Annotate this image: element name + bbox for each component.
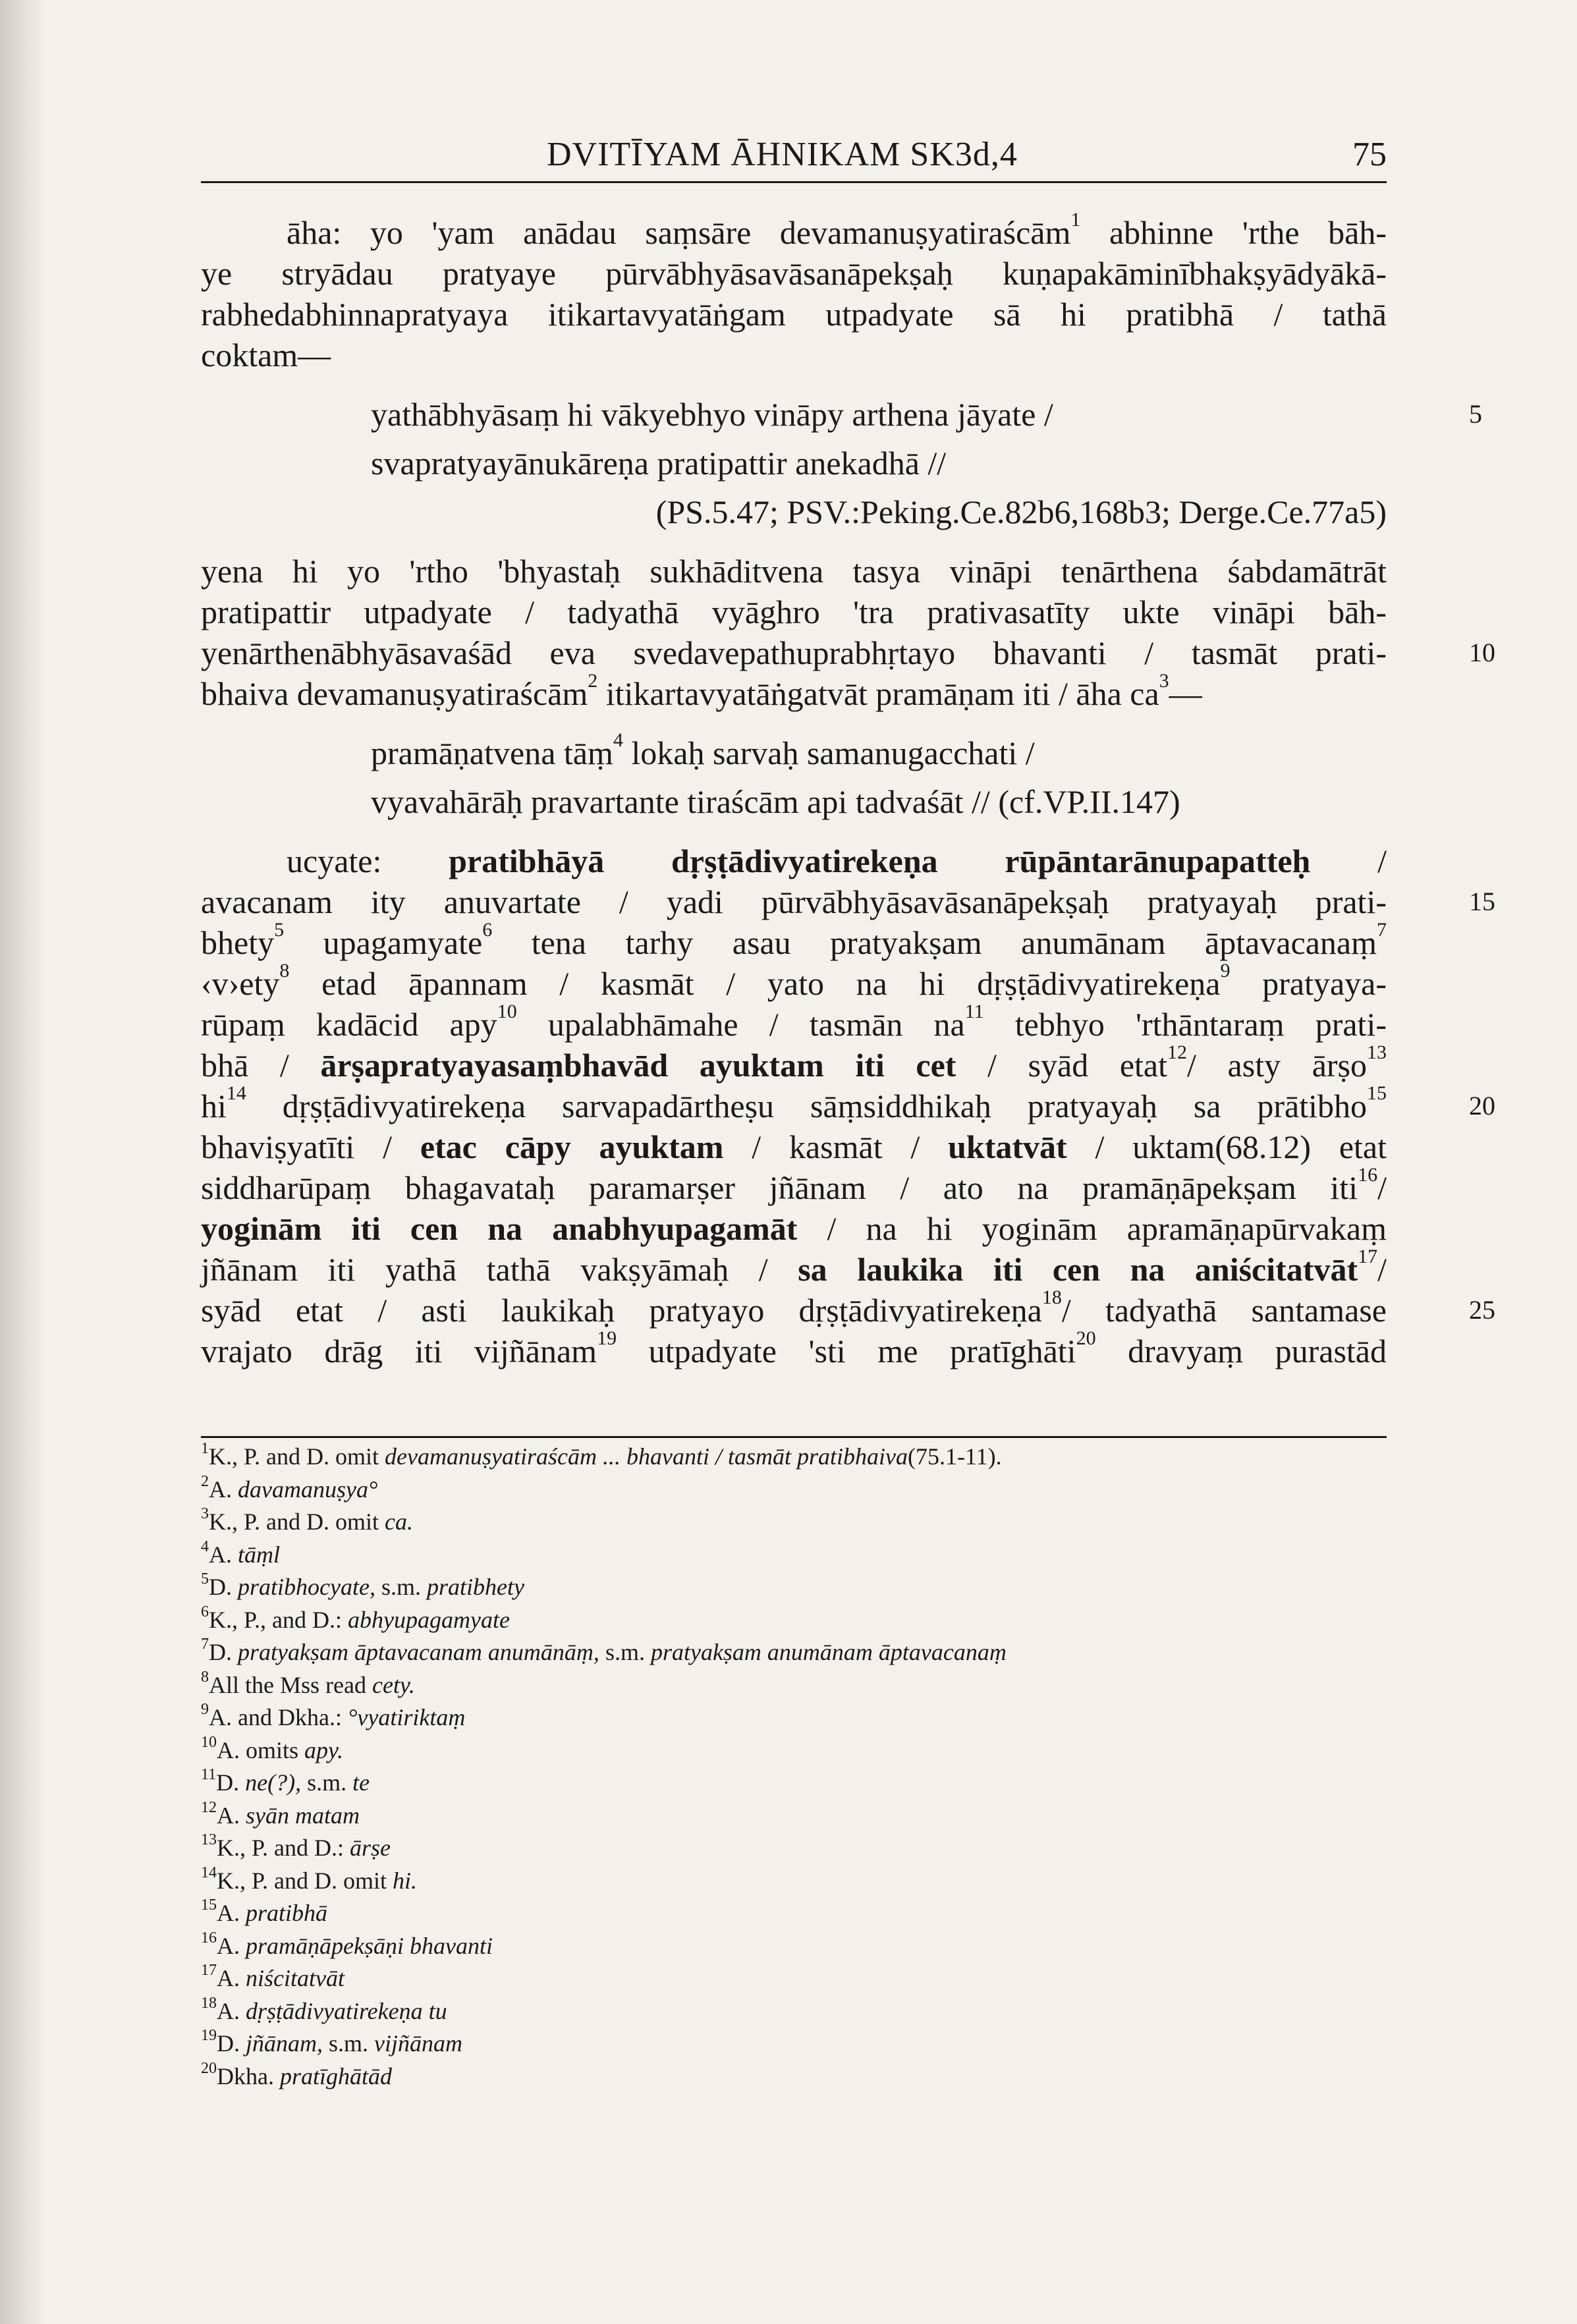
- footnote: $^{20}$Dkha. pratīghātād: [201, 2059, 392, 2089]
- footnote: $^{14}$K., P. and D. omit hi.: [201, 1864, 418, 1894]
- text-line: syād etat / asti laukikaḥ pratyayo dṛṣṭādivyatirekeṇa$^{18}$/ tadyathā santamase 25: [201, 1290, 1387, 1331]
- running-title: DVITĪYAM ĀHNIKAM SK3d,4: [547, 136, 1018, 173]
- text-line: bhaiva devamanuṣyatiraścām$^2$ itikartavyatāṅgatvāt pramāṇam iti / āha $ca^3—$: [201, 670, 1202, 712]
- footnote: $^8$All the Mss read cety.: [201, 1668, 415, 1698]
- text-line: ucyate: pratibhāyā dṛṣṭādivyatirekeṇa rūpāntarānupapatteḥ /: [287, 843, 1387, 879]
- page-number: 75: [1352, 136, 1387, 173]
- verse-citation: (PS.5.47; PSV.:Peking.Ce.82b6,168b3; Derge.Ce.77a5): [655, 493, 1387, 530]
- footnote: $^{10}$A. omits apy.: [201, 1733, 344, 1763]
- footnote: $^{11}$D. ne(?), s.m. te: [201, 1766, 370, 1796]
- text-line: yena hi yo 'rtho 'bhyastaḥ sukhāditvena tasya vināpi tenārthena śabdamātrāt: [201, 553, 1387, 590]
- footnote: $^{12}$A. syān matam: [201, 1798, 360, 1829]
- text-line: ‹v›ety$^8$ etad āpannam / kasmāt / yato na hi dṛṣṭādivyatirekeṇa$^9$ pratyaya-: [201, 960, 1387, 1002]
- text-line: bhaviṣyatīti / etac cāpy ayuktam / kasmāt / uktatvāt / uktam(68.12) etat: [201, 1128, 1387, 1165]
- footnote: $^{15}$A. pratibhā: [201, 1896, 328, 1926]
- verse-line: pramāṇatvena tāṃ$^4$ lokaḥ sarvaḥ samanugacchati /: [371, 729, 1035, 771]
- footnote: $^1$K., P. and D. omit devamanuṣyatiraścām ... bhavanti / tasmāt pratibhaiva(75.1-11).: [201, 1440, 1002, 1470]
- text-line: avacanam ity anuvartate / yadi pūrvābhyāsavāsanāpekṣaḥ pratyayaḥ prati- 15: [201, 881, 1387, 922]
- footnote: $^5$D. pratibhocyate, s.m. pratibhety: [201, 1570, 524, 1600]
- text-line: pratipattir utpadyate / tadyathā vyāghro 'tra prativasatīty ukte vināpi bāh-: [201, 594, 1387, 630]
- footnote: $^{19}$D. jñānam, s.m. vijñānam: [201, 2027, 462, 2057]
- footnote: $^{18}$A. dṛṣṭādivyatirekeṇa tu: [201, 1994, 447, 2024]
- text-line: rūpaṃ kadācid apy$^{10}$ upalabhāmahe / tasmān $na^{11}$ tebhyo 'rthāntaraṃ prati-: [201, 1001, 1387, 1043]
- page-header: [201, 135, 1387, 183]
- footnote: $^{16}$A. pramāṇāpekṣāṇi bhavanti: [201, 1929, 493, 1959]
- footnote: $^6$K., P., and D.: abhyupagamyate: [201, 1603, 510, 1633]
- main-text: [201, 209, 1495, 1371]
- text-line: āha: yo 'yam anādau saṃsāre devamanuṣyatiraścām$^1$ abhinne 'rthe bāh-: [287, 209, 1387, 251]
- verse-line: svapratyayānukāreṇa pratipattir anekadhā //: [371, 445, 947, 482]
- text-line: yoginām iti cen na anabhyupagamāt / na hi yoginām apramāṇapūrvakaṃ: [201, 1210, 1387, 1247]
- verse-line: vyavahārāḥ pravartante tiraścām api tadvaśāt // (cf.VP.II.147): [371, 783, 1180, 820]
- line-number: 10: [1469, 638, 1495, 667]
- text-line: jñānam iti yathā tathā vakṣyāmaḥ / sa laukika iti cen na aniścitatvāt$^{17}$/: [201, 1246, 1387, 1288]
- text-line: vrajato drāg iti vijñānam$^{19}$ utpadyate 'sti me pratīghāti$^{20}$ dravyaṃ purastād: [201, 1327, 1387, 1370]
- footnote: $^{17}$A. niścitatvāt: [201, 1962, 345, 1991]
- footnote: $^3$K., P. and D. omit ca.: [201, 1505, 413, 1535]
- text-line: bhā / ārṣapratyayasaṃbhavād ayuktam iti cet / syād etat$^{12}$/ asty ārṣo$^{13}$: [201, 1041, 1387, 1084]
- text-line: $hi^{14}$ dṛṣṭādivyatirekeṇa sarvapadārtheṣu sāṃsiddhikaḥ pratyayaḥ sa prātibho$^{15}$ 20: [201, 1086, 1387, 1126]
- text-line: ye stryādau pratyaye pūrvābhyāsavāsanāpekṣaḥ kuṇapakāminībhakṣyādyākā-: [201, 255, 1387, 292]
- footnote: $^7$D. pratyakṣam āptavacanam anumānāṃ, s.m. pratyakṣam anumānam āptavacanaṃ: [201, 1636, 1007, 1665]
- footnote: $^2$A. davamanuṣya°: [201, 1472, 378, 1503]
- line-number: 25: [1469, 1295, 1495, 1325]
- footnote: $^4$A. tāṃl: [201, 1537, 281, 1568]
- text-line: bhety$^5$ upagamyate$^6$ tena tarhy asau pratyakṣam anumānam āptavacanaṃ$^7$: [201, 919, 1387, 961]
- text-line: siddharūpaṃ bhagavataḥ paramarṣer jñānam / ato na pramāṇāpekṣam iti$^{16}$/: [201, 1164, 1387, 1206]
- footnote: $^{13}$K., P. and D.: ārṣe: [201, 1831, 391, 1861]
- line-number: 20: [1469, 1091, 1495, 1120]
- line-number: 15: [1469, 887, 1495, 916]
- verse-line: yathābhyāsaṃ hi vākyebhyo vināpy arthena jāyate / 5: [201, 390, 1387, 439]
- footnotes: [201, 1436, 1387, 2093]
- text-line: rabhedabhinnapratyaya itikartavyatāṅgam utpadyate sā hi pratibhā / tathā: [201, 296, 1387, 333]
- text-line: yenārthenābhyāsavaśād eva svedavepathuprabhṛtayo bhavanti / tasmāt prati- 10: [201, 632, 1387, 673]
- footnote: $^9$A. and Dkha.: °vyatiriktaṃ: [201, 1701, 466, 1730]
- scan-edge-shadow: [0, 0, 46, 2324]
- line-number: 5: [1469, 399, 1482, 429]
- text-line: coktam—: [201, 337, 331, 374]
